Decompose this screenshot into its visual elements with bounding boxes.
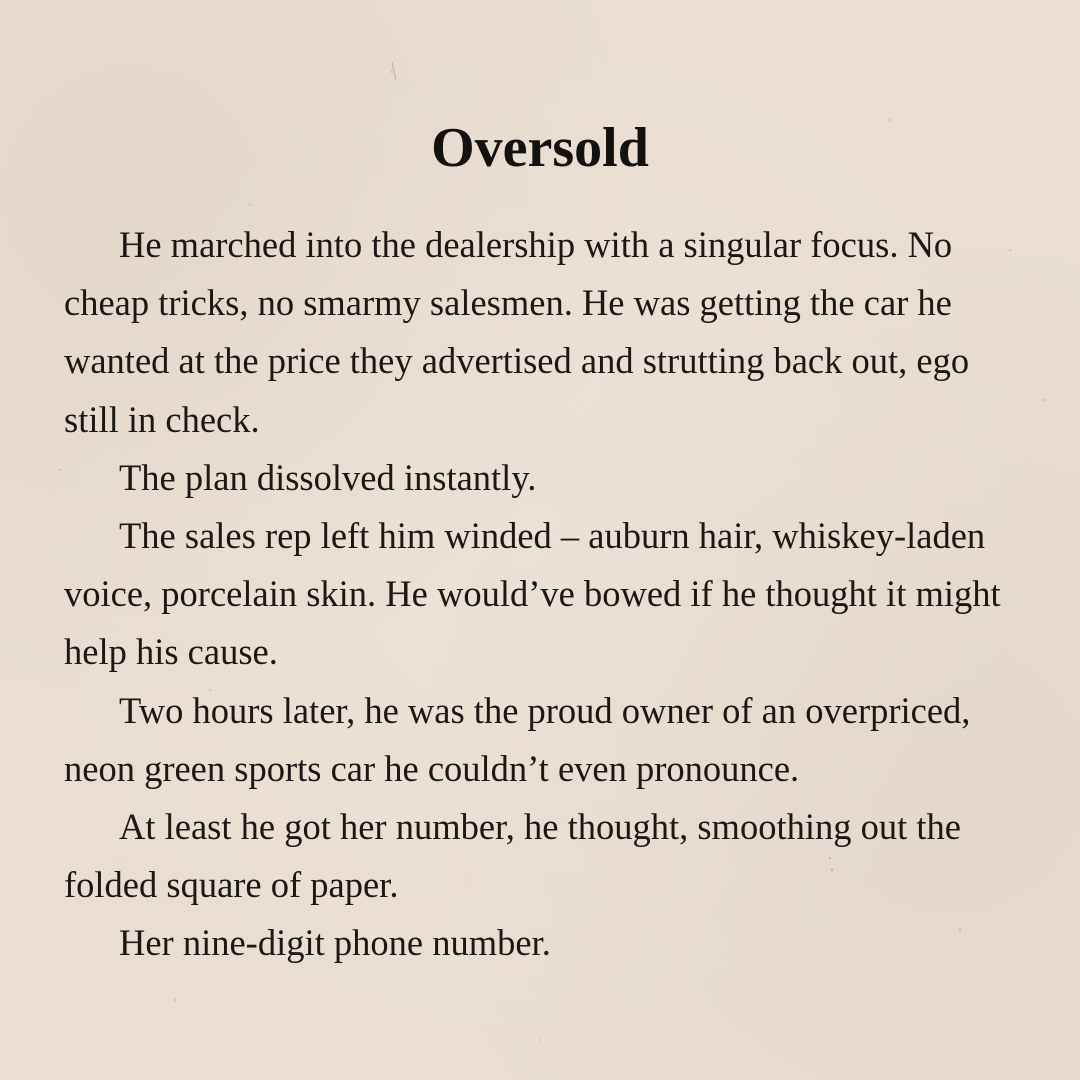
story-paragraph: Two hours later, he was the proud owner of an overpriced, neon green sports car he couldn’t even pronounce. — [64, 689, 971, 789]
story-paragraph: He marched into the dealership with a singular focus. No cheap tricks, no smarmy salesmen. He was getting the car he wanted at the price they advertised and strutting back out, ego still in check. — [64, 224, 970, 440]
story-paragraph: At least he got her number, he thought, smoothing out the folded square of paper. — [64, 806, 961, 906]
story-paragraph: Her nine-digit phone number. — [119, 922, 551, 964]
story-paragraph: The sales rep left him winded – auburn hair, whiskey-laden voice, porcelain skin. He would’ve bowed if he thought it might help his cause. — [64, 515, 1001, 673]
story-paragraph: The plan dissolved instantly. — [119, 456, 537, 498]
story-title: Oversold — [431, 117, 649, 179]
story-body — [64, 216, 1024, 973]
